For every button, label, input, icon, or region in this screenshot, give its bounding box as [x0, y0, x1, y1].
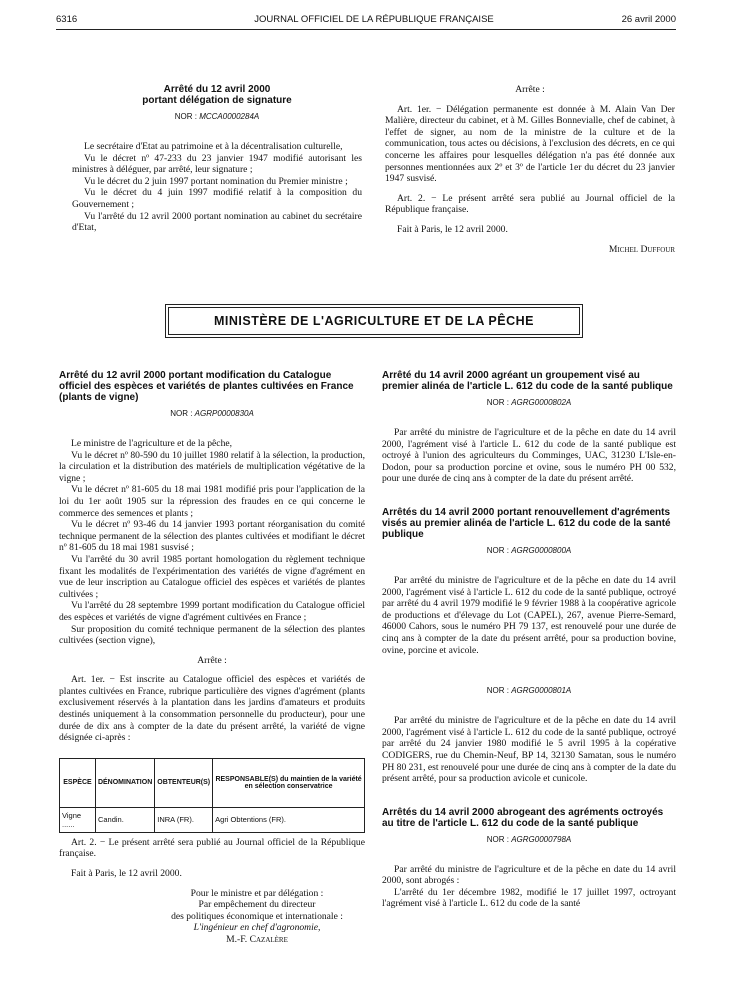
arrete-delegation-right: [385, 84, 675, 255]
nor-line: NOR : AGRG0000798A: [486, 834, 572, 844]
paragraph: Vu l'arrêté du 12 avril 2000 portant nomination au cabinet du secrétaire d'Etat,: [72, 210, 362, 234]
header-rule: [56, 29, 676, 30]
paragraph: Vu l'arrêté du 30 avril 1985 portant homologation du règlement technique fixant les modalités de l'expérimentation des variétés de vigne d'agrément en vue de leur inscription au Catalogue officiel des espèces et variétés de plantes cultivées ;: [59, 553, 365, 600]
paragraph: Vu le décret du 4 juin 1997 modifié relatif à la composition du Gouvernement ;: [72, 187, 362, 210]
arrete-title: Arrêté du 12 avril 2000 portant modification du Catalogue officiel des espèces et variétés de plantes cultivées en France (plants de vigne): [59, 370, 354, 403]
journal-title: JOURNAL OFFICIEL DE LA RÉPUBLIQUE FRANÇAISE: [254, 14, 494, 25]
nor-line: NOR : AGRG0000800A: [486, 545, 572, 555]
nor-line: NOR : MCCA0000284A: [174, 112, 260, 121]
table-header: OBTENTEUR(S): [155, 758, 213, 807]
paragraph: Vu le décret nº 80-590 du 10 juillet 1980 relatif à la sélection, la production, la circulation et la distribution des matériels de multiplication végétative de la vigne ;: [59, 449, 365, 484]
table-cell: Candin.: [95, 807, 154, 832]
issue-date: 26 avril 2000: [621, 14, 676, 25]
paragraph: Par arrêté du ministre de l'agriculture et de la pêche en date du 14 avril 2000, l'agrément visé à l'article L. 612 du code de la santé publique est octroyé à l'union des agriculteurs du Comminges, UAC, 31230 L'Isle-en-Dodon, pour sa production porcine et ovine, sous le numéro PH 00 532, pour une durée de cinq ans à compter de la date du présent arrêté.: [382, 427, 676, 485]
arrete-title: Arrêtés du 14 avril 2000 portant renouvellement d'agréments visés au premier alinéa de l'article L. 612 du code de la santé publique: [382, 506, 671, 540]
article-2: Art. 2. − Le présent arrêté sera publié au Journal officiel de la République française.: [59, 836, 365, 860]
paragraph: Le secrétaire d'Etat au patrimoine et à la décentralisation culturelle,: [84, 141, 343, 152]
signature-line: des politiques économique et internationale :: [171, 910, 343, 922]
nor-line: NOR : AGRP0000830A: [170, 409, 254, 418]
arrete-title: Arrêté du 12 avril 2000: [163, 84, 271, 95]
signature-line: Par empêchement du directeur: [198, 899, 316, 911]
paragraph: Vu le décret nº 93-46 du 14 janvier 1993 portant réorganisation du comité technique permanent de la sélection des plantes cultivées et modifiant le décret nº 81-605 du 18 mai 1981 susvisé ;: [59, 519, 365, 554]
arrete-heading: Arrête :: [197, 654, 227, 666]
article-2: Art. 2. − Le présent arrêté sera publié au Journal officiel de la République française.: [385, 192, 675, 216]
paragraph: Vu l'arrêté du 28 septembre 1999 portant modification du Catalogue officiel des espèces et variétés de vigne d'agrément cultivées en France ;: [59, 600, 365, 623]
table-row: [60, 807, 365, 832]
table-cell: Agri Obtentions (FR).: [213, 807, 365, 832]
paragraph: Sur proposition du comité technique permanent de la sélection des plantes cultivées (section vigne),: [59, 623, 365, 647]
paragraph: Par arrêté du ministre de l'agriculture et de la pêche en date du 14 avril 2000, l'agrément visé à l'article L. 612 du code de la santé publique, octroyé par arrêté du 4 avril 1979 modifié le 9 février 1988 à la coopérative agricole de productions et d'élevage du Lot (CAPEL), 267, avenue Pierre-Semard, 46000 Cahors, sous le numéro PH 79 137, est renouvelé pour une durée de cinq ans à compter de la date du présent arrêté, pour sa production bovine, ovine, porcine et avicole.: [382, 574, 676, 656]
article-1: Art. 1er. − Délégation permanente est donnée à M. Alain Van Der Malière, directeur du cabinet, et à M. Gilles Bonnevialle, chef de cabinet, à l'effet de signer, au nom de la ministre de la culture et de la communication, tous actes ou décisions, à l'exclusion des décrets, en ce qui concerne les affaires pour lesquelles délégation n'a pas été donnée aux personnes mentionnées aux 2º et 3º de l'article 1er du décret du 23 janvier 1947 susvisé.: [385, 103, 675, 185]
page-number: 6316: [56, 14, 78, 25]
table-header: ESPÈCE: [60, 758, 96, 807]
paragraph: Par arrêté du ministre de l'agriculture et de la pêche en date du 14 avril 2000, l'agrément visé à l'article L. 612 du code de la santé publique, octroyé par arrêté du 24 janvier 1980 modifié le 5 avril 1995 à la copérative CODIGERS, rue du Chemin-Neuf, BP 14, 32130 Samatan, sous le numéro PH 80 231, est renouvelé pour une durée de cinq ans à compter de la date du présent arrêté, pour sa production avicole et cunicole.: [382, 715, 676, 785]
table-header: RESPONSABLE(S) du maintien de la variété en sélection conservatrice: [213, 758, 365, 807]
paragraph: Le ministre de l'agriculture et de la pêche,: [71, 438, 233, 449]
signature: Michel Duffour: [608, 243, 675, 255]
arrete-catalogue: [59, 370, 365, 946]
table-cell: Vigne ......: [60, 807, 96, 832]
signature-line: Pour le ministre et par délégation :: [190, 887, 324, 899]
article-1: Art. 1er. − Est inscrite au Catalogue officiel des espèces et variétés de plantes cultivées en France, rubrique particulière des vignes d'agrément (plants exclusivement réservés à la plantation dans les jardins d'amateurs et produits destinés uniquement à la consommation personnelle du producteur), pour une durée de dix ans à compter de la date du présent arrêté, la variété de vigne désignée ci-après :: [59, 674, 365, 744]
paragraph: Par arrêté du ministre de l'agriculture et de la pêche en date du 14 avril 2000, sont abrogés :: [382, 863, 676, 887]
fait-a-paris: Fait à Paris, le 12 avril 2000.: [397, 223, 508, 235]
signature: M.-F. Cazalère: [226, 934, 288, 945]
signature-line: L'ingénieur en chef d'agronomie,: [193, 922, 321, 934]
ministry-banner: MINISTÈRE DE L'AGRICULTURE ET DE LA PÊCHE: [168, 307, 580, 335]
paragraph: Vu le décret du 2 juin 1997 portant nomination du Premier ministre ;: [84, 175, 348, 187]
fait-a-paris: Fait à Paris, le 12 avril 2000.: [71, 868, 182, 880]
arrete-heading: Arrête :: [515, 84, 545, 95]
arretes-agrements: [382, 370, 676, 910]
table-cell: INRA (FR).: [155, 807, 213, 832]
arrete-title: Arrêtés du 14 avril 2000 abrogeant des agréments octroyés au titre de l'article L. 612 du code de la santé publique: [382, 806, 664, 829]
arrete-subtitle: portant délégation de signature: [142, 95, 292, 106]
arrete-title: Arrêté du 14 avril 2000 agréant un groupement visé au premier alinéa de l'article L. 612 du code de la santé publique: [382, 370, 673, 392]
nor-line: NOR : AGRG0000801A: [486, 686, 572, 696]
nor-line: NOR : AGRG0000802A: [486, 398, 572, 407]
arrete-delegation-left: [72, 84, 362, 234]
paragraph: L'arrêté du 1er décembre 1982, modifié le 17 juillet 1997, octroyant l'agrément visé à l'article L. 612 du code de la santé: [382, 886, 676, 910]
paragraph: Vu le décret nº 47-233 du 23 janvier 1947 modifié autorisant les ministres à déléguer, par arrêté, leur signature ;: [72, 152, 362, 176]
paragraph: Vu le décret nº 81-605 du 18 mai 1981 modifié pris pour l'application de la loi du 1er août 1905 sur la répression des fraudes en ce qui concerne le commerce des semences et plants ;: [59, 484, 365, 519]
variety-table: [59, 758, 365, 833]
table-header: DÉNOMINATION: [95, 758, 154, 807]
